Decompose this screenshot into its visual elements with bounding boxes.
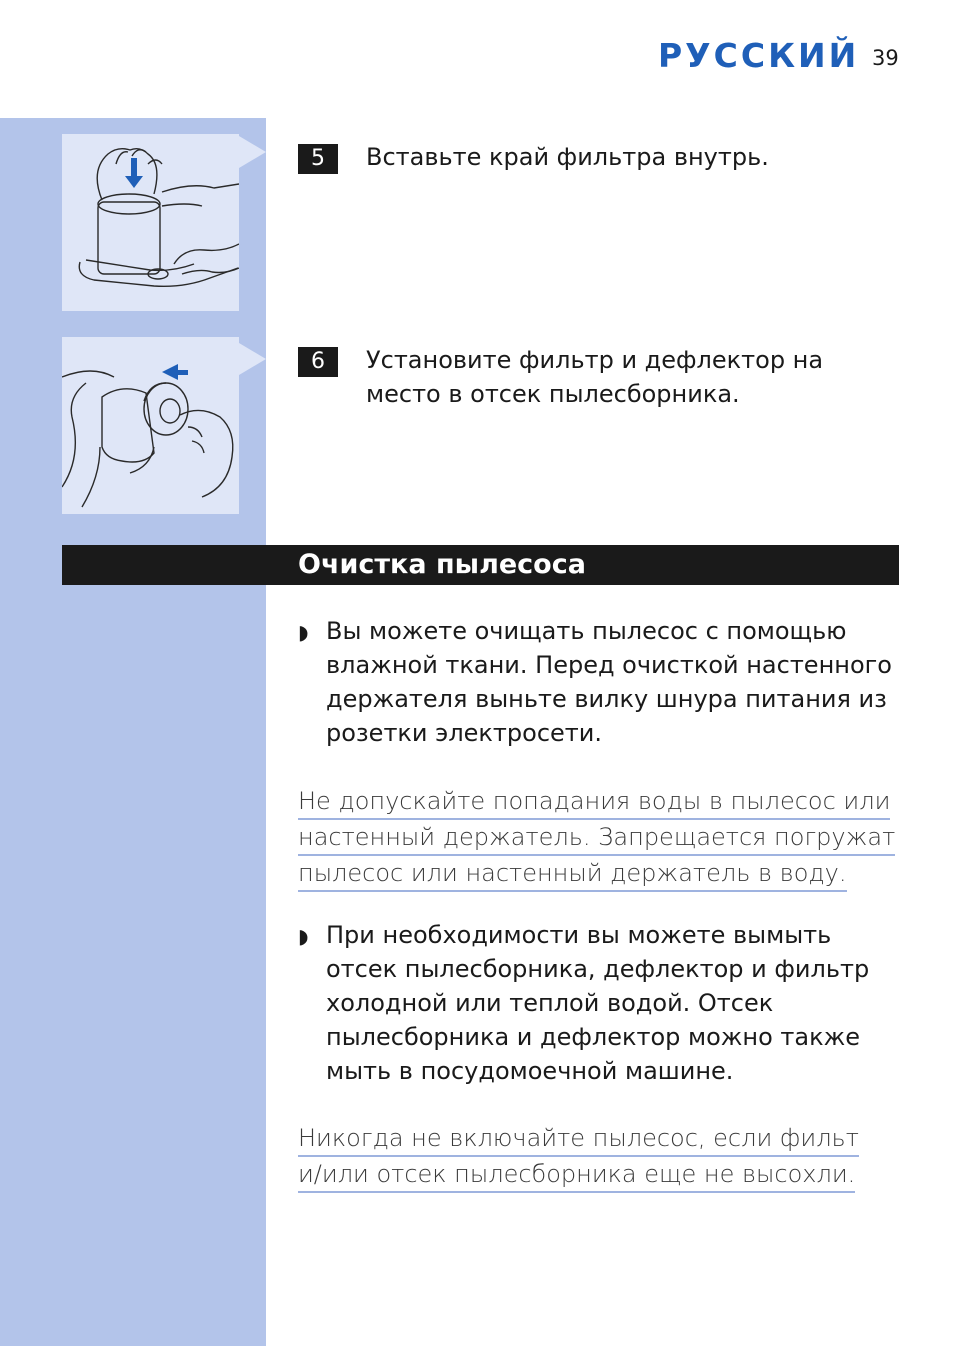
illustration-install-filter-drawing: [62, 337, 239, 514]
step-number: 5: [298, 144, 338, 174]
language-heading: РУССКИЙ: [658, 36, 860, 75]
step-text-line: Установите фильтр и дефлектор на: [366, 346, 824, 374]
warning-note-dry: [298, 1121, 898, 1193]
bullet-line: холодной или теплой водой. Отсек: [326, 989, 774, 1017]
bullet-line: держателя выньте вилку шнура питания из: [326, 685, 887, 713]
note-line: пылесос или настенный держатель в воду.: [298, 858, 847, 892]
step-text-line: место в отсек пылесборника.: [366, 380, 740, 408]
warning-note-water: [298, 784, 898, 892]
bullet-line: розетки электросети.: [326, 719, 602, 747]
illustration-insert-filter: [62, 134, 239, 311]
illustration-pointer: [239, 136, 266, 168]
section-title: Очистка пылесоса: [298, 549, 586, 580]
bullet-text: [326, 614, 908, 750]
note-line: настенный держатель. Запрещается погружат: [298, 822, 895, 856]
illustration-insert-filter-drawing: [62, 134, 239, 311]
page-number: 39: [872, 46, 899, 70]
illustration-pointer: [239, 343, 266, 375]
note-line: Никогда не включайте пылесос, если фильт: [298, 1123, 859, 1157]
section-header: [62, 545, 899, 585]
step-number: 6: [298, 347, 338, 377]
note-line: и/или отсек пылесборника еще не высохли.: [298, 1159, 855, 1193]
bullet-line: отсек пылесборника, дефлектор и фильтр: [326, 955, 870, 983]
bullet-text: [326, 918, 908, 1088]
bullet-line: мыть в посудомоечной машине.: [326, 1057, 734, 1085]
step-text: [366, 343, 906, 411]
bullet-icon: ◗: [298, 620, 309, 644]
step-text: Вставьте край фильтра внутрь.: [366, 143, 769, 171]
bullet-line: пылесборника и дефлектор можно также: [326, 1023, 860, 1051]
bullet-line: Вы можете очищать пылесос с помощью: [326, 617, 847, 645]
bullet-line: влажной ткани. Перед очисткой настенного: [326, 651, 892, 679]
illustration-install-filter: [62, 337, 239, 514]
bullet-icon: ◗: [298, 924, 309, 948]
note-line: Не допускайте попадания воды в пылесос или: [298, 786, 890, 820]
bullet-line: При необходимости вы можете вымыть: [326, 921, 832, 949]
